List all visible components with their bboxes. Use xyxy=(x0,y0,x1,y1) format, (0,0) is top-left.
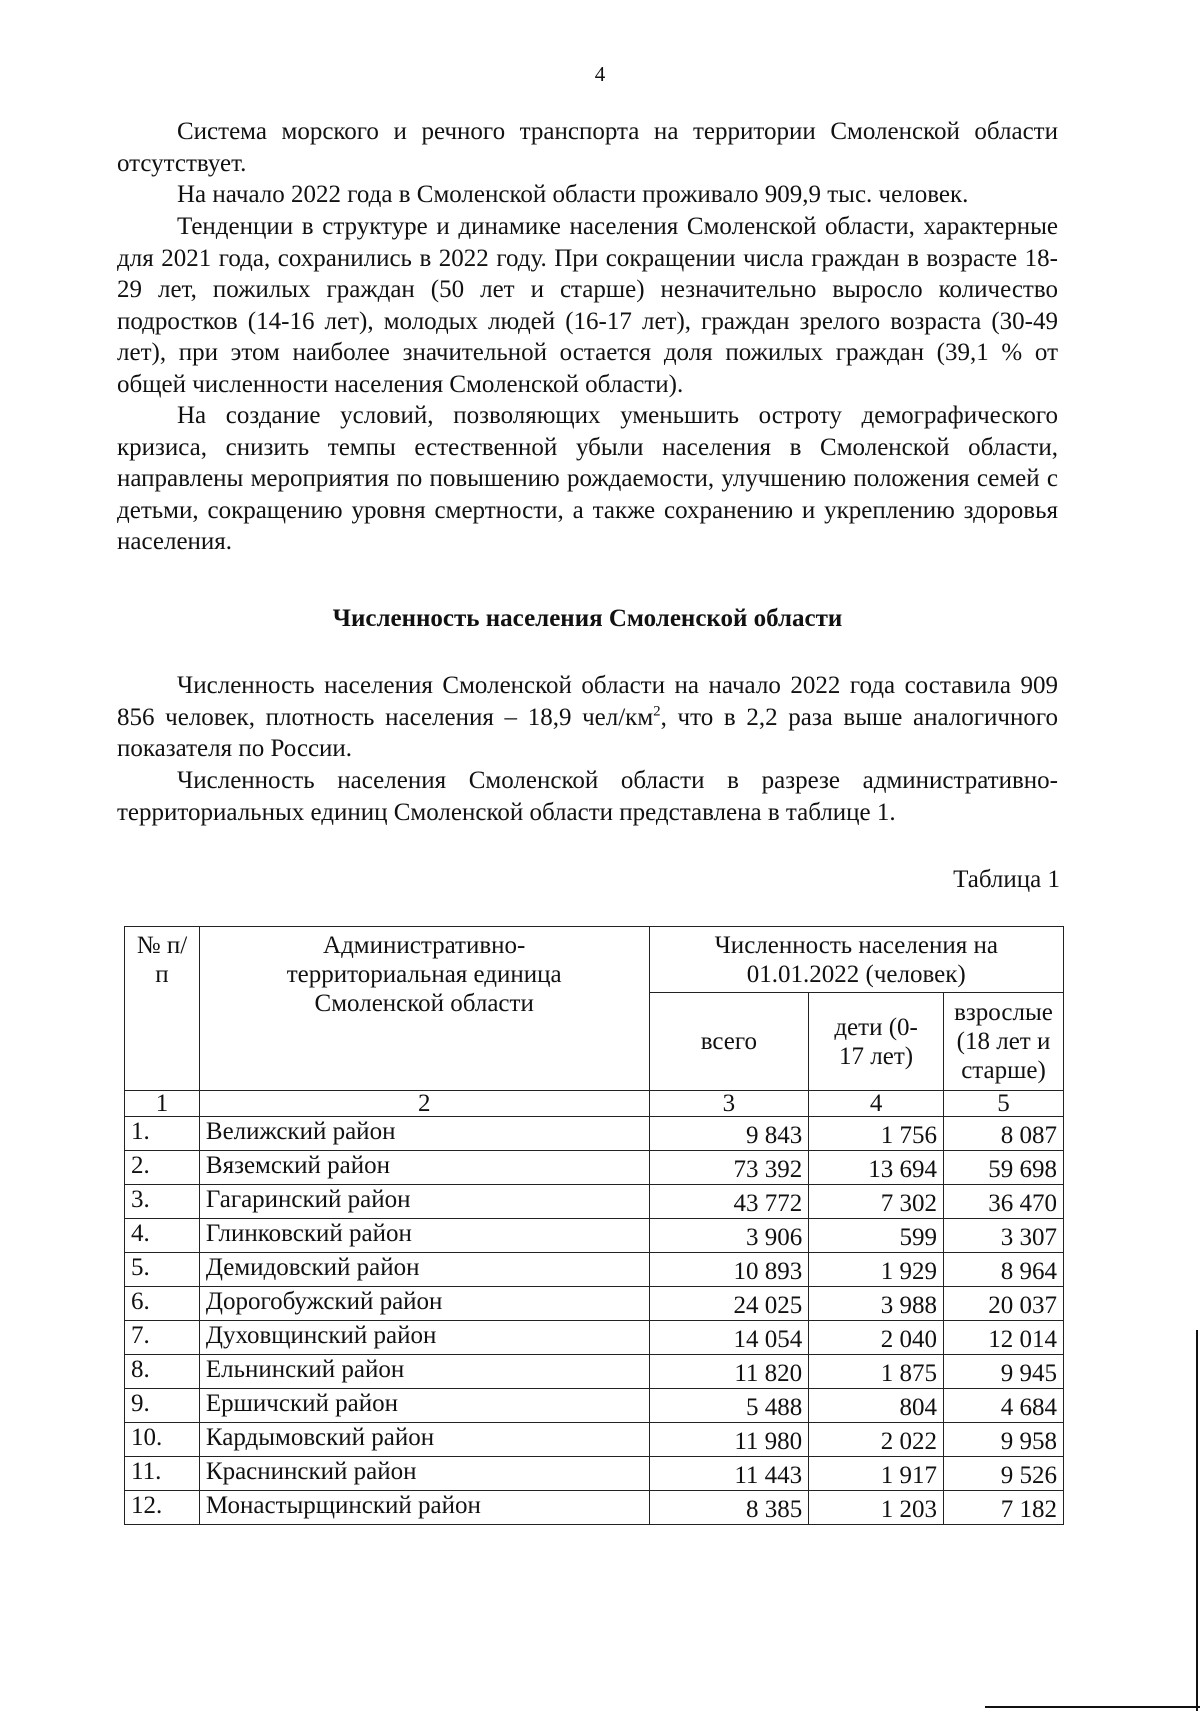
row-name: Вяземский район xyxy=(199,1151,649,1185)
row-adults: 20 037 xyxy=(944,1287,1064,1321)
row-name: Духовщинский район xyxy=(199,1321,649,1355)
row-name: Гагаринский район xyxy=(199,1185,649,1219)
paragraph-population-2022: На начало 2022 года в Смоленской области проживало 909,9 тыс. человек. xyxy=(177,181,969,208)
row-name: Глинковский район xyxy=(199,1219,649,1253)
row-adults: 36 470 xyxy=(944,1185,1064,1219)
row-adults: 4 684 xyxy=(944,1389,1064,1423)
row-adults: 3 307 xyxy=(944,1219,1064,1253)
table-row xyxy=(125,1151,1064,1185)
row-total: 8 385 xyxy=(649,1491,809,1525)
row-children: 7 302 xyxy=(809,1185,944,1219)
table-row xyxy=(125,1491,1064,1525)
row-name: Дорогобужский район xyxy=(199,1287,649,1321)
paragraph-demographic-measures: На создание условий, позволяющих уменьшить остроту демографического кризиса, снизить темпы естественной убыли населения в Смоленской области, направлены мероприятия по повышению рождаемости, улучшению положения семей с детьми, сокращению уровня смертности, а также сохранению и укреплению здоровья населения. xyxy=(117,402,1058,555)
table-row xyxy=(125,1355,1064,1389)
column-number: 1 xyxy=(125,1091,200,1117)
row-index: 8. xyxy=(125,1355,200,1389)
row-children: 2 040 xyxy=(809,1321,944,1355)
row-name: Демидовский район xyxy=(199,1253,649,1287)
row-total: 11 980 xyxy=(649,1423,809,1457)
row-total: 3 906 xyxy=(649,1219,809,1253)
density-text-end: , что в 2,2 раза выше аналогичного показателя по России. xyxy=(117,703,1058,762)
row-children: 1 756 xyxy=(809,1117,944,1151)
table-row xyxy=(125,1117,1064,1151)
row-total: 10 893 xyxy=(649,1253,809,1287)
density-text-start: Численность населения Смоленской области на начало 2022 года составила 909 856 человек, плотность населения – 18,9 чел/км xyxy=(117,672,1058,731)
table-row xyxy=(125,1423,1064,1457)
row-total: 9 843 xyxy=(649,1117,809,1151)
row-children: 1 203 xyxy=(809,1491,944,1525)
row-adults: 8 087 xyxy=(944,1117,1064,1151)
row-children: 804 xyxy=(809,1389,944,1423)
row-name: Монастырщинский район xyxy=(199,1491,649,1525)
header-total: всего xyxy=(649,993,809,1091)
row-index: 11. xyxy=(125,1457,200,1491)
table-row xyxy=(125,1219,1064,1253)
scan-edge-line xyxy=(985,1706,1200,1708)
row-index: 12. xyxy=(125,1491,200,1525)
row-adults: 9 526 xyxy=(944,1457,1064,1491)
paragraph-transport: Система морского и речного транспорта на территории Смоленской области отсутствует. xyxy=(117,118,1058,177)
row-index: 3. xyxy=(125,1185,200,1219)
row-index: 10. xyxy=(125,1423,200,1457)
row-total: 5 488 xyxy=(649,1389,809,1423)
row-adults: 7 182 xyxy=(944,1491,1064,1525)
column-number-row xyxy=(125,1091,1064,1117)
header-number: № п/п xyxy=(125,927,200,1091)
table-row xyxy=(125,1389,1064,1423)
column-number: 5 xyxy=(944,1091,1064,1117)
population-table xyxy=(124,926,1064,1525)
paragraph-population-density xyxy=(117,670,1058,765)
row-index: 5. xyxy=(125,1253,200,1287)
header-unit: Административно-территориальная единица Смоленской области xyxy=(199,927,649,1091)
row-name: Велижский район xyxy=(199,1117,649,1151)
row-index: 6. xyxy=(125,1287,200,1321)
row-children: 1 929 xyxy=(809,1253,944,1287)
row-children: 599 xyxy=(809,1219,944,1253)
column-number: 4 xyxy=(809,1091,944,1117)
row-adults: 9 958 xyxy=(944,1423,1064,1457)
row-children: 13 694 xyxy=(809,1151,944,1185)
table-row xyxy=(125,1457,1064,1491)
row-children: 2 022 xyxy=(809,1423,944,1457)
row-name: Ершичский район xyxy=(199,1389,649,1423)
row-children: 1 917 xyxy=(809,1457,944,1491)
row-total: 24 025 xyxy=(649,1287,809,1321)
row-total: 11 443 xyxy=(649,1457,809,1491)
row-adults: 12 014 xyxy=(944,1321,1064,1355)
table-caption: Таблица 1 xyxy=(953,866,1060,893)
row-adults: 8 964 xyxy=(944,1253,1064,1287)
row-index: 9. xyxy=(125,1389,200,1423)
row-total: 43 772 xyxy=(649,1185,809,1219)
table-row xyxy=(125,1287,1064,1321)
table-row xyxy=(125,1321,1064,1355)
scan-edge-line xyxy=(1196,1330,1198,1711)
table-row xyxy=(125,1185,1064,1219)
row-index: 1. xyxy=(125,1117,200,1151)
row-name: Кардымовский район xyxy=(199,1423,649,1457)
row-index: 2. xyxy=(125,1151,200,1185)
header-population-group: Численность населения на 01.01.2022 (человек) xyxy=(649,927,1063,993)
header-children: дети (0-17 лет) xyxy=(809,993,944,1091)
row-index: 7. xyxy=(125,1321,200,1355)
row-adults: 59 698 xyxy=(944,1151,1064,1185)
row-adults: 9 945 xyxy=(944,1355,1064,1389)
row-total: 14 054 xyxy=(649,1321,809,1355)
paragraph-table-intro: Численность населения Смоленской области в разрезе административно-территориальных единиц Смоленской области представлена в таблице 1. xyxy=(117,767,1058,826)
row-total: 73 392 xyxy=(649,1151,809,1185)
row-children: 3 988 xyxy=(809,1287,944,1321)
row-name: Краснинский район xyxy=(199,1457,649,1491)
row-name: Ельнинский район xyxy=(199,1355,649,1389)
column-number: 3 xyxy=(649,1091,809,1117)
table-row xyxy=(125,1253,1064,1287)
section-heading: Численность населения Смоленской области xyxy=(332,605,843,632)
row-index: 4. xyxy=(125,1219,200,1253)
row-total: 11 820 xyxy=(649,1355,809,1389)
density-superscript: 2 xyxy=(653,703,661,720)
column-number: 2 xyxy=(199,1091,649,1117)
paragraph-trends: Тенденции в структуре и динамике населения Смоленской области, характерные для 2021 года, сохранились в 2022 году. При сокращении числа граждан в возрасте 18-29 лет, пожилых граждан (50 лет и старше) незначительно выросло количество подростков (14-16 лет), молодых людей (16-17 лет), граждан зрелого возраста (30-49 лет), при этом наиболее значительной остается доля пожилых граждан (39,1 % от общей численности населения Смоленской области). xyxy=(117,213,1058,398)
row-children: 1 875 xyxy=(809,1355,944,1389)
page-number: 4 xyxy=(594,62,606,86)
header-adults: взрослые (18 лет и старше) xyxy=(944,993,1064,1091)
